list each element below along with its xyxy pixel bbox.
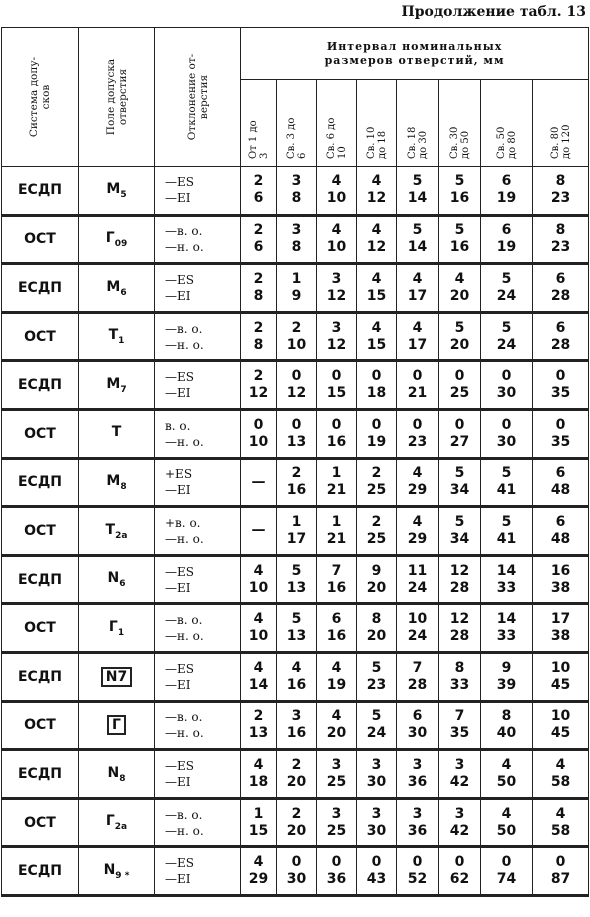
header-interval-column: Св. 10 до 18 [357,80,397,167]
cell-value: 8 23 [533,167,589,216]
cell-value: 0 27 [439,409,481,458]
cell-value: 4 58 [533,750,589,799]
cell-value: 5 24 [481,264,533,313]
cell-value: 4 17 [397,312,439,361]
cell-value: 0 30 [481,361,533,410]
cell-value: 0 35 [533,361,589,410]
cell-value: 2 12 [241,361,277,410]
cell-value: 3 42 [439,750,481,799]
header-interval-column: Св. 18 до 30 [397,80,439,167]
table-row [2,167,589,216]
cell-value: 2 16 [277,458,317,507]
cell-value: 0 87 [533,847,589,896]
cell-deviation: —ES —EI [155,264,241,313]
cell-value: 4 10 [317,167,357,216]
cell-tolerance-field: $Г_1$ [79,604,155,653]
cell-value: 4 10 [241,555,277,604]
cell-value: 3 30 [357,798,397,847]
cell-system: ОСТ [2,604,79,653]
cell-value: 0 19 [357,409,397,458]
cell-value: 10 24 [397,604,439,653]
cell-value: 0 43 [357,847,397,896]
cell-value: 0 25 [439,361,481,410]
cell-tolerance-field: $N_{9 *}$ [79,847,155,896]
cell-value: 4 29 [397,507,439,556]
cell-deviation: +ES —EI [155,458,241,507]
cell-system: ЕСДП [2,750,79,799]
table-row [2,604,589,653]
table-row [2,652,589,701]
cell-value: 4 20 [317,701,357,750]
cell-deviation: в. о. —н. о. [155,409,241,458]
cell-value: 2 6 [241,215,277,264]
cell-tolerance-field: $M_8$ [79,458,155,507]
cell-deviation: —ES —EI [155,652,241,701]
cell-tolerance-field: $Т_{2a}$ [79,507,155,556]
cell-value: — [241,458,277,507]
cell-value: 4 50 [481,798,533,847]
cell-value: 4 19 [317,652,357,701]
cell-value: 4 15 [357,312,397,361]
cell-deviation: —ES —EI [155,847,241,896]
cell-value: 3 42 [439,798,481,847]
header-interval-column: Св. 80 до 120 [533,80,589,167]
cell-value: 3 25 [317,750,357,799]
table-row [2,555,589,604]
cell-system: ОСТ [2,507,79,556]
header-system: Система допу- сков [2,28,79,167]
table-row [2,847,589,896]
cell-value: 6 19 [481,215,533,264]
cell-value: 5 24 [357,701,397,750]
cell-value: 5 13 [277,604,317,653]
cell-value: 12 28 [439,604,481,653]
cell-value: 4 58 [533,798,589,847]
cell-value: 5 16 [439,215,481,264]
cell-value: 3 8 [277,167,317,216]
cell-value: 6 48 [533,458,589,507]
cell-value: 8 23 [533,215,589,264]
cell-value: 6 28 [533,312,589,361]
table-row [2,458,589,507]
tolerance-table [1,27,589,897]
cell-value: 8 20 [357,604,397,653]
cell-value: 6 19 [481,167,533,216]
cell-deviation: —в. о. —н. о. [155,798,241,847]
cell-deviation: —ES —EI [155,167,241,216]
table-row [2,798,589,847]
cell-value: 0 62 [439,847,481,896]
cell-deviation: +в. о. —н. о. [155,507,241,556]
cell-value: 10 45 [533,652,589,701]
cell-value: 8 40 [481,701,533,750]
cell-value: 7 16 [317,555,357,604]
cell-value: 0 15 [317,361,357,410]
cell-value: 12 28 [439,555,481,604]
cell-tolerance-field: $Т_1$ [79,312,155,361]
cell-value: 16 38 [533,555,589,604]
cell-value: 5 34 [439,507,481,556]
cell-deviation: —ES —EI [155,361,241,410]
cell-system: ЕСДП [2,458,79,507]
cell-value: 1 21 [317,458,357,507]
cell-value: 0 21 [397,361,439,410]
cell-value: 3 12 [317,264,357,313]
cell-system: ОСТ [2,312,79,361]
cell-system: ЕСДП [2,264,79,313]
cell-value: 6 16 [317,604,357,653]
cell-value: 0 13 [277,409,317,458]
cell-value: 0 35 [533,409,589,458]
cell-value: 2 25 [357,458,397,507]
cell-value: 5 14 [397,167,439,216]
cell-value: 5 24 [481,312,533,361]
cell-deviation: —в. о. —н. о. [155,701,241,750]
cell-deviation: —ES —EI [155,750,241,799]
cell-value: 6 30 [397,701,439,750]
cell-value: 4 17 [397,264,439,313]
cell-system: ЕСДП [2,652,79,701]
cell-value: 2 25 [357,507,397,556]
cell-value: 3 36 [397,798,439,847]
table-row [2,701,589,750]
header-interval: Интервал номинальных размеров отверстий, мм [241,28,589,80]
cell-deviation: —в. о. —н. о. [155,312,241,361]
cell-tolerance-field: $N_8$ [79,750,155,799]
cell-value: 4 12 [357,167,397,216]
cell-value: 8 33 [439,652,481,701]
cell-value: 0 10 [241,409,277,458]
cell-tolerance-field: N7 [79,652,155,701]
cell-value: 2 10 [277,312,317,361]
cell-tolerance-field: Г [79,701,155,750]
header-interval-column: Св. 3 до 6 [277,80,317,167]
cell-value: 5 41 [481,507,533,556]
cell-value: 0 52 [397,847,439,896]
cell-value: 2 6 [241,167,277,216]
cell-value: 4 29 [397,458,439,507]
table-row [2,507,589,556]
cell-value: 5 23 [357,652,397,701]
table-row [2,215,589,264]
cell-value: 5 20 [439,312,481,361]
cell-value: 5 41 [481,458,533,507]
cell-tolerance-field: $Г_{09}$ [79,215,155,264]
cell-value: 14 33 [481,604,533,653]
cell-tolerance-field: $M_7$ [79,361,155,410]
cell-system: ЕСДП [2,167,79,216]
cell-value: 5 34 [439,458,481,507]
cell-value: 6 28 [533,264,589,313]
cell-value: 0 36 [317,847,357,896]
cell-value: 9 20 [357,555,397,604]
cell-value: 7 28 [397,652,439,701]
cell-value: 0 16 [317,409,357,458]
cell-value: 3 36 [397,750,439,799]
cell-value: 0 74 [481,847,533,896]
table-row [2,361,589,410]
cell-value: 3 8 [277,215,317,264]
cell-value: 5 16 [439,167,481,216]
cell-value: 3 25 [317,798,357,847]
cell-value: 2 20 [277,798,317,847]
cell-value: 4 10 [317,215,357,264]
table-row [2,409,589,458]
cell-deviation: —ES —EI [155,555,241,604]
cell-value: 1 9 [277,264,317,313]
cell-deviation: —в. о. —н. о. [155,215,241,264]
cell-value: 2 8 [241,264,277,313]
header-interval-column: От 1 до 3 [241,80,277,167]
cell-value: 3 12 [317,312,357,361]
cell-value: 10 45 [533,701,589,750]
cell-tolerance-field: $M_5$ [79,167,155,216]
cell-value: 0 23 [397,409,439,458]
cell-value: 2 20 [277,750,317,799]
cell-value: 4 12 [357,215,397,264]
cell-tolerance-field: Т [79,409,155,458]
cell-system: ОСТ [2,701,79,750]
cell-value: 14 33 [481,555,533,604]
table-row [2,264,589,313]
cell-value: 0 30 [277,847,317,896]
cell-value: 3 30 [357,750,397,799]
cell-value: 7 35 [439,701,481,750]
cell-system: ОСТ [2,409,79,458]
cell-system: ЕСДП [2,847,79,896]
cell-value: 4 50 [481,750,533,799]
cell-value: 0 30 [481,409,533,458]
header-interval-column: Св. 50 до 80 [481,80,533,167]
cell-value: — [241,507,277,556]
cell-value: 4 20 [439,264,481,313]
cell-value: 4 18 [241,750,277,799]
cell-system: ЕСДП [2,361,79,410]
cell-value: 11 24 [397,555,439,604]
table-row [2,750,589,799]
header-deviation: Отклонение от- верстия [155,28,241,167]
header-interval-column: Св. 6 до 10 [317,80,357,167]
cell-system: ОСТ [2,215,79,264]
cell-tolerance-field: $M_6$ [79,264,155,313]
cell-value: 4 29 [241,847,277,896]
table-row [2,312,589,361]
cell-value: 0 12 [277,361,317,410]
cell-value: 4 14 [241,652,277,701]
cell-tolerance-field: $N_6$ [79,555,155,604]
cell-value: 2 13 [241,701,277,750]
cell-system: ЕСДП [2,555,79,604]
cell-value: 17 38 [533,604,589,653]
cell-value: 5 14 [397,215,439,264]
cell-value: 1 15 [241,798,277,847]
cell-value: 1 17 [277,507,317,556]
cell-value: 1 21 [317,507,357,556]
cell-value: 4 15 [357,264,397,313]
cell-value: 9 39 [481,652,533,701]
cell-value: 4 16 [277,652,317,701]
table-caption: Продолжение табл. 13 [401,4,586,20]
cell-value: 4 10 [241,604,277,653]
cell-value: 6 48 [533,507,589,556]
cell-value: 0 18 [357,361,397,410]
cell-value: 3 16 [277,701,317,750]
cell-deviation: —в. о. —н. о. [155,604,241,653]
cell-tolerance-field: $Г_{2a}$ [79,798,155,847]
cell-value: 5 13 [277,555,317,604]
cell-system: ОСТ [2,798,79,847]
header-field: Поле допуска отверстия [79,28,155,167]
header-interval-column: Св. 30 до 50 [439,80,481,167]
cell-value: 2 8 [241,312,277,361]
